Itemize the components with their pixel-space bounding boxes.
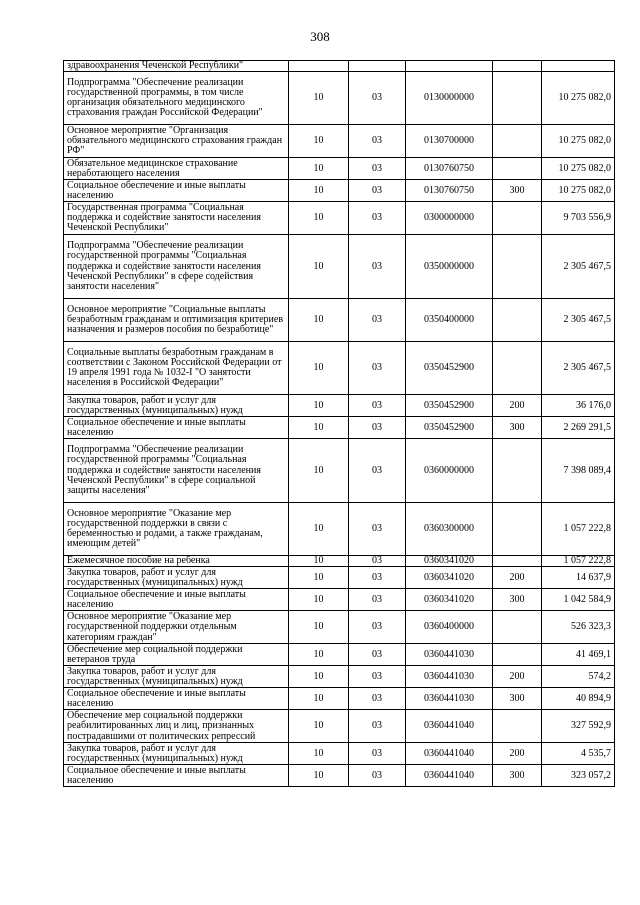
subsection-code-cell: 03 bbox=[349, 567, 406, 589]
expense-type-code-cell: 300 bbox=[493, 180, 542, 202]
subsection-code-cell: 03 bbox=[349, 710, 406, 743]
section-code-cell: 10 bbox=[289, 202, 349, 235]
amount-cell: 7 398 089,4 bbox=[542, 439, 615, 503]
table-row bbox=[64, 72, 615, 125]
section-code-cell: 10 bbox=[289, 180, 349, 202]
item-name-cell: Закупка товаров, работ и услуг для государственных (муниципальных) нужд bbox=[64, 395, 289, 417]
subsection-code-cell: 03 bbox=[349, 125, 406, 158]
subsection-code-cell: 03 bbox=[349, 556, 406, 567]
item-name-cell: Социальное обеспечение и иные выплаты населению bbox=[64, 589, 289, 611]
section-code-cell: 10 bbox=[289, 710, 349, 743]
expense-type-code-cell bbox=[493, 235, 542, 299]
item-name-cell: Подпрограмма "Обеспечение реализации государственной программы "Социальная поддержка и содействие занятости населения Чеченской Республики" в сфере содействия занятости населения" bbox=[64, 235, 289, 299]
table-row bbox=[64, 611, 615, 644]
target-article-code-cell: 0130760750 bbox=[406, 180, 493, 202]
item-name-cell: Социальное обеспечение и иные выплаты населению bbox=[64, 688, 289, 710]
item-name-cell: Обязательное медицинское страхование неработающего населения bbox=[64, 158, 289, 180]
table-row bbox=[64, 666, 615, 688]
table-row bbox=[64, 299, 615, 342]
item-name-cell: Закупка товаров, работ и услуг для государственных (муниципальных) нужд bbox=[64, 567, 289, 589]
table-row bbox=[64, 556, 615, 567]
subsection-code-cell: 03 bbox=[349, 688, 406, 710]
target-article-code-cell: 0300000000 bbox=[406, 202, 493, 235]
amount-cell bbox=[542, 61, 615, 72]
section-code-cell: 10 bbox=[289, 688, 349, 710]
section-code-cell: 10 bbox=[289, 666, 349, 688]
table-row bbox=[64, 235, 615, 299]
item-name-cell: Закупка товаров, работ и услуг для государственных (муниципальных) нужд bbox=[64, 743, 289, 765]
subsection-code-cell: 03 bbox=[349, 395, 406, 417]
item-name-cell: Основное мероприятие "Социальные выплаты безработным гражданам и оптимизация критериев назначения и размеров пособия по безработице" bbox=[64, 299, 289, 342]
table-row bbox=[64, 765, 615, 787]
target-article-code-cell: 0350400000 bbox=[406, 299, 493, 342]
amount-cell: 323 057,2 bbox=[542, 765, 615, 787]
subsection-code-cell: 03 bbox=[349, 342, 406, 395]
expense-type-code-cell: 200 bbox=[493, 743, 542, 765]
target-article-code-cell: 0360441030 bbox=[406, 666, 493, 688]
table-row bbox=[64, 61, 615, 72]
section-code-cell: 10 bbox=[289, 589, 349, 611]
target-article-code-cell: 0360441030 bbox=[406, 688, 493, 710]
target-article-code-cell: 0360400000 bbox=[406, 611, 493, 644]
subsection-code-cell: 03 bbox=[349, 644, 406, 666]
expense-type-code-cell: 200 bbox=[493, 567, 542, 589]
expense-type-code-cell bbox=[493, 644, 542, 666]
target-article-code-cell: 0130000000 bbox=[406, 72, 493, 125]
amount-cell: 9 703 556,9 bbox=[542, 202, 615, 235]
amount-cell: 10 275 082,0 bbox=[542, 180, 615, 202]
table-row bbox=[64, 644, 615, 666]
section-code-cell: 10 bbox=[289, 417, 349, 439]
amount-cell: 2 269 291,5 bbox=[542, 417, 615, 439]
expense-type-code-cell bbox=[493, 125, 542, 158]
item-name-cell: Социальное обеспечение и иные выплаты населению bbox=[64, 417, 289, 439]
item-name-cell: Обеспечение мер социальной поддержки реабилитированных лиц и лиц, признанных пострадавшими от политических репрессий bbox=[64, 710, 289, 743]
section-code-cell: 10 bbox=[289, 125, 349, 158]
amount-cell: 4 535,7 bbox=[542, 743, 615, 765]
target-article-code-cell: 0360300000 bbox=[406, 503, 493, 556]
item-name-cell: Закупка товаров, работ и услуг для государственных (муниципальных) нужд bbox=[64, 666, 289, 688]
amount-cell: 40 894,9 bbox=[542, 688, 615, 710]
amount-cell: 36 176,0 bbox=[542, 395, 615, 417]
target-article-code-cell: 0350000000 bbox=[406, 235, 493, 299]
target-article-code-cell: 0350452900 bbox=[406, 395, 493, 417]
expense-type-code-cell bbox=[493, 439, 542, 503]
table-row bbox=[64, 202, 615, 235]
section-code-cell: 10 bbox=[289, 567, 349, 589]
target-article-code-cell: 0360441030 bbox=[406, 644, 493, 666]
item-name-cell: Социальные выплаты безработным гражданам в соответствии с Законом Российской Федерации от 19 апреля 1991 года № 1032-I "О занятости населения в Российской Федерации" bbox=[64, 342, 289, 395]
section-code-cell: 10 bbox=[289, 72, 349, 125]
table-row bbox=[64, 688, 615, 710]
subsection-code-cell: 03 bbox=[349, 765, 406, 787]
expense-type-code-cell: 300 bbox=[493, 765, 542, 787]
item-name-cell: здравоохранения Чеченской Республики" bbox=[64, 61, 289, 72]
subsection-code-cell: 03 bbox=[349, 235, 406, 299]
table-row bbox=[64, 395, 615, 417]
expense-type-code-cell bbox=[493, 72, 542, 125]
subsection-code-cell: 03 bbox=[349, 611, 406, 644]
amount-cell: 10 275 082,0 bbox=[542, 125, 615, 158]
target-article-code-cell: 0360341020 bbox=[406, 567, 493, 589]
section-code-cell: 10 bbox=[289, 611, 349, 644]
budget-table bbox=[63, 60, 615, 787]
amount-cell: 14 637,9 bbox=[542, 567, 615, 589]
section-code-cell: 10 bbox=[289, 342, 349, 395]
table-row bbox=[64, 158, 615, 180]
expense-type-code-cell bbox=[493, 710, 542, 743]
target-article-code-cell: 0130700000 bbox=[406, 125, 493, 158]
target-article-code-cell: 0350452900 bbox=[406, 417, 493, 439]
item-name-cell: Социальное обеспечение и иные выплаты населению bbox=[64, 765, 289, 787]
subsection-code-cell: 03 bbox=[349, 439, 406, 503]
section-code-cell: 10 bbox=[289, 765, 349, 787]
subsection-code-cell: 03 bbox=[349, 589, 406, 611]
amount-cell: 2 305 467,5 bbox=[542, 299, 615, 342]
section-code-cell: 10 bbox=[289, 743, 349, 765]
section-code-cell: 10 bbox=[289, 556, 349, 567]
item-name-cell: Ежемесячное пособие на ребенка bbox=[64, 556, 289, 567]
expense-type-code-cell bbox=[493, 202, 542, 235]
item-name-cell: Основное мероприятие "Организация обязательного медицинского страхования граждан РФ" bbox=[64, 125, 289, 158]
expense-type-code-cell: 300 bbox=[493, 417, 542, 439]
section-code-cell bbox=[289, 61, 349, 72]
target-article-code-cell: 0360441040 bbox=[406, 765, 493, 787]
item-name-cell: Подпрограмма "Обеспечение реализации государственной программы, в том числе организация обязательного медицинского страхования граждан Российской Федерации" bbox=[64, 72, 289, 125]
target-article-code-cell: 0350452900 bbox=[406, 342, 493, 395]
target-article-code-cell: 0360341020 bbox=[406, 556, 493, 567]
table-row bbox=[64, 417, 615, 439]
section-code-cell: 10 bbox=[289, 395, 349, 417]
table-row bbox=[64, 503, 615, 556]
subsection-code-cell: 03 bbox=[349, 202, 406, 235]
target-article-code-cell: 0360441040 bbox=[406, 710, 493, 743]
expense-type-code-cell bbox=[493, 299, 542, 342]
table-row bbox=[64, 567, 615, 589]
amount-cell: 1 057 222,8 bbox=[542, 503, 615, 556]
subsection-code-cell: 03 bbox=[349, 503, 406, 556]
budget-table-body bbox=[64, 61, 615, 787]
expense-type-code-cell bbox=[493, 158, 542, 180]
expense-type-code-cell bbox=[493, 556, 542, 567]
section-code-cell: 10 bbox=[289, 158, 349, 180]
target-article-code-cell: 0360000000 bbox=[406, 439, 493, 503]
table-row bbox=[64, 589, 615, 611]
expense-type-code-cell: 300 bbox=[493, 688, 542, 710]
subsection-code-cell: 03 bbox=[349, 158, 406, 180]
target-article-code-cell bbox=[406, 61, 493, 72]
amount-cell: 526 323,3 bbox=[542, 611, 615, 644]
amount-cell: 2 305 467,5 bbox=[542, 235, 615, 299]
subsection-code-cell: 03 bbox=[349, 180, 406, 202]
expense-type-code-cell bbox=[493, 611, 542, 644]
section-code-cell: 10 bbox=[289, 235, 349, 299]
subsection-code-cell: 03 bbox=[349, 417, 406, 439]
section-code-cell: 10 bbox=[289, 503, 349, 556]
subsection-code-cell: 03 bbox=[349, 743, 406, 765]
subsection-code-cell bbox=[349, 61, 406, 72]
expense-type-code-cell: 200 bbox=[493, 395, 542, 417]
item-name-cell: Обеспечение мер социальной поддержки ветеранов труда bbox=[64, 644, 289, 666]
expense-type-code-cell bbox=[493, 342, 542, 395]
table-row bbox=[64, 125, 615, 158]
target-article-code-cell: 0360341020 bbox=[406, 589, 493, 611]
item-name-cell: Подпрограмма "Обеспечение реализации государственной программы "Социальная поддержка и содействие занятости населения Чеченской Республики" в сфере социальной защиты населения" bbox=[64, 439, 289, 503]
table-row bbox=[64, 439, 615, 503]
amount-cell: 10 275 082,0 bbox=[542, 158, 615, 180]
expense-type-code-cell bbox=[493, 61, 542, 72]
amount-cell: 327 592,9 bbox=[542, 710, 615, 743]
expense-type-code-cell bbox=[493, 503, 542, 556]
amount-cell: 1 042 584,9 bbox=[542, 589, 615, 611]
target-article-code-cell: 0130760750 bbox=[406, 158, 493, 180]
subsection-code-cell: 03 bbox=[349, 666, 406, 688]
subsection-code-cell: 03 bbox=[349, 299, 406, 342]
item-name-cell: Основное мероприятие "Оказание мер государственной поддержки в связи с беременностью и родами, а также гражданам, имеющим детей" bbox=[64, 503, 289, 556]
page-number: 308 bbox=[310, 29, 330, 44]
amount-cell: 10 275 082,0 bbox=[542, 72, 615, 125]
table-row bbox=[64, 710, 615, 743]
section-code-cell: 10 bbox=[289, 439, 349, 503]
amount-cell: 2 305 467,5 bbox=[542, 342, 615, 395]
expense-type-code-cell: 200 bbox=[493, 666, 542, 688]
subsection-code-cell: 03 bbox=[349, 72, 406, 125]
expense-type-code-cell: 300 bbox=[493, 589, 542, 611]
item-name-cell: Основное мероприятие "Оказание мер государственной поддержки отдельным категориям граждан" bbox=[64, 611, 289, 644]
amount-cell: 574,2 bbox=[542, 666, 615, 688]
table-row bbox=[64, 342, 615, 395]
section-code-cell: 10 bbox=[289, 644, 349, 666]
amount-cell: 41 469,1 bbox=[542, 644, 615, 666]
table-row bbox=[64, 743, 615, 765]
section-code-cell: 10 bbox=[289, 299, 349, 342]
item-name-cell: Социальное обеспечение и иные выплаты населению bbox=[64, 180, 289, 202]
item-name-cell: Государственная программа "Социальная поддержка и содействие занятости населения Чеченской Республики" bbox=[64, 202, 289, 235]
amount-cell: 1 057 222,8 bbox=[542, 556, 615, 567]
table-row bbox=[64, 180, 615, 202]
target-article-code-cell: 0360441040 bbox=[406, 743, 493, 765]
